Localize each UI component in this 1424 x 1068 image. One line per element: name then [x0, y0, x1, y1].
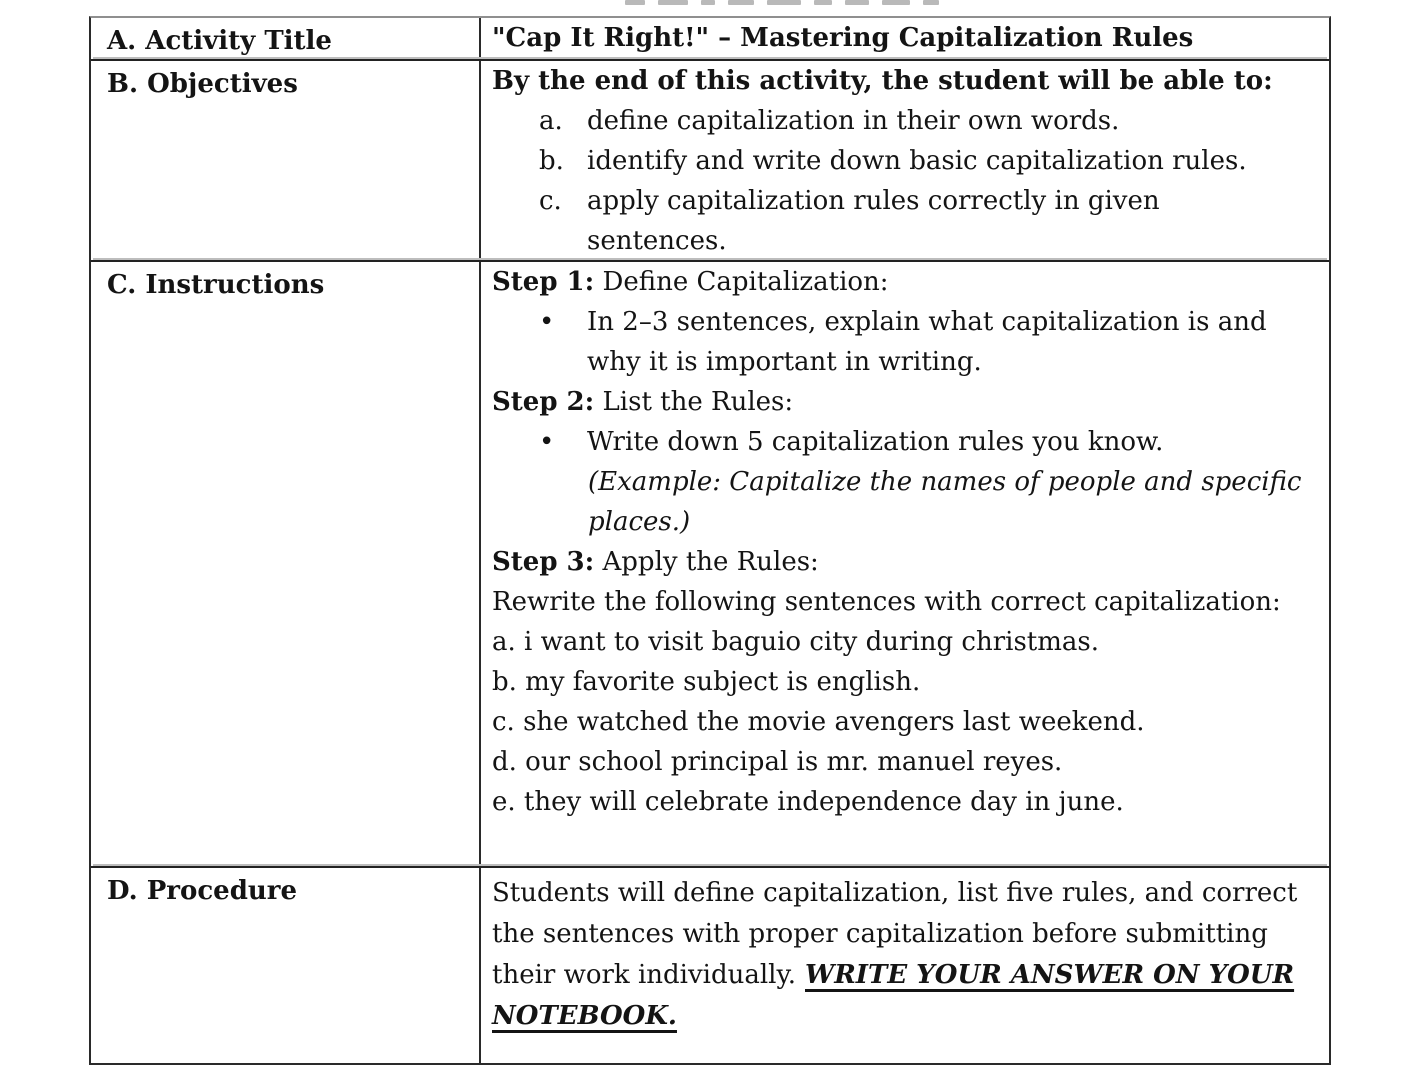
objective-marker: b. — [539, 146, 564, 176]
objectives-label: B. Objectives — [91, 61, 481, 260]
objective-item — [492, 181, 1319, 260]
step3-label: Step 3: — [492, 547, 595, 577]
rewrite-sentence: a. i want to visit baguio city during christmas. — [492, 627, 1100, 657]
cropped-header-fragment — [625, 0, 939, 7]
rewrite-sentence: b. my favorite subject is english. — [492, 667, 921, 697]
step1-bullet-item — [492, 302, 1319, 382]
step2-example: (Example: Capitalize the names of people and specific places.) — [588, 467, 1302, 537]
step1-title: Define Capitalization: — [594, 267, 889, 297]
objective-marker: c. — [539, 186, 562, 216]
rewrite-sentence: e. they will celebrate independence day in june. — [492, 787, 1124, 817]
bullet-marker: • — [539, 307, 555, 337]
objective-text: identify and write down basic capitalization rules. — [587, 146, 1247, 176]
rewrite-sentence: d. our school principal is mr. manuel reyes. — [492, 747, 1063, 777]
rewrite-sentence: c. she watched the movie avengers last weekend. — [492, 707, 1145, 737]
procedure-paragraph — [492, 868, 1310, 1037]
step3-heading — [492, 542, 1319, 582]
step1-bullet-text: In 2–3 sentences, explain what capitalization is and why it is important in writing. — [587, 307, 1267, 377]
objective-item — [492, 101, 1319, 141]
instructions-content — [481, 262, 1329, 866]
procedure-content — [481, 868, 1329, 1063]
objective-text: apply capitalization rules correctly in given sentences. — [587, 186, 1160, 256]
instructions-label: C. Instructions — [91, 262, 481, 866]
objective-marker: a. — [539, 106, 563, 136]
row-procedure — [91, 866, 1329, 1063]
objectives-content — [481, 61, 1329, 260]
procedure-label: D. Procedure — [91, 868, 481, 1063]
step1-label: Step 1: — [492, 267, 595, 297]
activity-title-value: "Cap It Right!" – Mastering Capitalization Rules — [492, 23, 1194, 53]
row-activity-title — [91, 18, 1329, 59]
activity-table — [89, 16, 1331, 1065]
step3-title: Apply the Rules: — [594, 547, 819, 577]
step1-heading — [492, 262, 1319, 302]
rewrite-intro: Rewrite the following sentences with correct capitalization: — [492, 587, 1281, 617]
step2-bullet-item — [492, 422, 1319, 462]
procedure-text: Students will define capitalization, list five rules, and correct the sentences with proper capitalization before submitting their work individually. — [492, 878, 1298, 990]
bullet-marker: • — [539, 427, 555, 457]
objectives-intro: By the end of this activity, the student will be able to: — [492, 66, 1273, 96]
step2-label: Step 2: — [492, 387, 595, 417]
row-objectives — [91, 59, 1329, 260]
objective-text: define capitalization in their own words. — [587, 106, 1120, 136]
row-instructions — [91, 260, 1329, 866]
objective-item — [492, 141, 1319, 181]
step2-title: List the Rules: — [594, 387, 794, 417]
activity-title-label: A. Activity Title — [91, 18, 481, 59]
procedure-emphasis: WRITE YOUR ANSWER ON YOUR NOTEBOOK. — [492, 960, 1295, 1031]
step2-heading — [492, 382, 1319, 422]
step2-bullet-text: Write down 5 capitalization rules you know. — [587, 427, 1164, 457]
